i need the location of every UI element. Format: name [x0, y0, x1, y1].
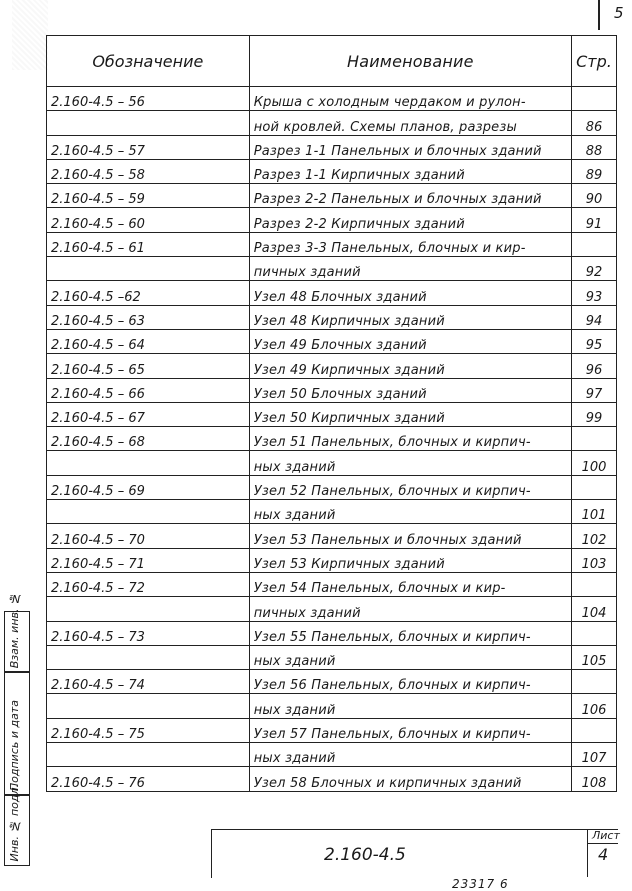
table-row — [47, 718, 617, 742]
header-designation: Обозначение — [47, 36, 250, 87]
footer-number: 23317 6 — [452, 877, 509, 891]
row-page: 105 — [572, 645, 617, 669]
index-table — [46, 35, 617, 792]
page-number: 5 — [614, 4, 624, 22]
row-code: 2.160-4.5 – 56 — [47, 87, 250, 111]
table-row — [47, 548, 617, 572]
table-row — [47, 621, 617, 645]
row-page — [572, 87, 617, 111]
row-code: 2.160-4.5 – 76 — [47, 767, 250, 791]
row-code — [47, 257, 250, 281]
row-code: 2.160-4.5 – 70 — [47, 524, 250, 548]
table-row — [47, 111, 617, 135]
row-page: 91 — [572, 208, 617, 232]
table-row — [47, 281, 617, 305]
row-page: 104 — [572, 597, 617, 621]
row-page — [572, 232, 617, 256]
row-page: 99 — [572, 402, 617, 426]
table-row — [47, 159, 617, 183]
row-code: 2.160-4.5 – 69 — [47, 475, 250, 499]
row-code — [47, 597, 250, 621]
side-label-sign-date: Подпись и дата — [8, 699, 21, 791]
table-row — [47, 305, 617, 329]
row-name: ной кровлей. Схемы планов, разрезы — [249, 111, 571, 135]
table-row — [47, 135, 617, 159]
row-page: 86 — [572, 111, 617, 135]
row-code: 2.160-4.5 – 60 — [47, 208, 250, 232]
table-row — [47, 743, 617, 767]
row-page: 89 — [572, 159, 617, 183]
table-row — [47, 524, 617, 548]
side-box-sign-date — [4, 671, 30, 796]
row-page — [572, 621, 617, 645]
row-code — [47, 694, 250, 718]
table-header-row — [47, 36, 617, 87]
table-row — [47, 427, 617, 451]
side-box-inv-orig — [4, 783, 30, 866]
row-name: Разрез 2-2 Панельных и блочных зданий — [249, 184, 571, 208]
table-row — [47, 232, 617, 256]
row-name: Узел 51 Панельных, блочных и кирпич- — [249, 427, 571, 451]
row-code: 2.160-4.5 – 67 — [47, 402, 250, 426]
corner-line — [598, 0, 600, 30]
row-page — [572, 572, 617, 596]
table-row — [47, 597, 617, 621]
row-name: Разрез 3-3 Панельных, блочных и кир- — [249, 232, 571, 256]
row-code — [47, 743, 250, 767]
row-code: 2.160-4.5 – 61 — [47, 232, 250, 256]
table-row — [47, 208, 617, 232]
side-box-vzam-inv — [4, 591, 30, 673]
table-row — [47, 184, 617, 208]
row-page: 96 — [572, 354, 617, 378]
row-code: 2.160-4.5 – 66 — [47, 378, 250, 402]
row-code: 2.160-4.5 – 58 — [47, 159, 250, 183]
row-name: Разрез 1-1 Панельных и блочных зданий — [249, 135, 571, 159]
row-code — [47, 111, 250, 135]
row-name: ных зданий — [249, 500, 571, 524]
row-page: 95 — [572, 329, 617, 353]
row-code: 2.160-4.5 – 72 — [47, 572, 250, 596]
row-code: 2.160-4.5 – 75 — [47, 718, 250, 742]
row-name: Разрез 2-2 Кирпичных зданий — [249, 208, 571, 232]
table-row — [47, 451, 617, 475]
sheet-divider — [588, 843, 618, 844]
title-block-code: 2.160-4.5 — [324, 845, 406, 865]
row-name: Узел 50 Блочных зданий — [249, 378, 571, 402]
row-page: 94 — [572, 305, 617, 329]
row-page: 93 — [572, 281, 617, 305]
row-code: 2.160-4.5 – 59 — [47, 184, 250, 208]
row-page: 106 — [572, 694, 617, 718]
row-code: 2.160-4.5 – 71 — [47, 548, 250, 572]
sheet-label: Лист — [592, 829, 620, 842]
table-row — [47, 329, 617, 353]
row-name: пичных зданий — [249, 597, 571, 621]
row-name: Узел 56 Панельных, блочных и кирпич- — [249, 670, 571, 694]
table-row — [47, 87, 617, 111]
row-name: Узел 57 Панельных, блочных и кирпич- — [249, 718, 571, 742]
row-code: 2.160-4.5 – 63 — [47, 305, 250, 329]
row-page: 92 — [572, 257, 617, 281]
row-code: 2.160-4.5 – 68 — [47, 427, 250, 451]
table-row — [47, 645, 617, 669]
sheet-number: 4 — [598, 845, 609, 864]
row-page: 90 — [572, 184, 617, 208]
table-row — [47, 694, 617, 718]
header-page: Стр. — [572, 36, 617, 87]
row-code — [47, 645, 250, 669]
row-name: ных зданий — [249, 451, 571, 475]
row-page: 88 — [572, 135, 617, 159]
row-name: Узел 52 Панельных, блочных и кирпич- — [249, 475, 571, 499]
row-page: 97 — [572, 378, 617, 402]
row-name: Крыша с холодным чердаком и рулон- — [249, 87, 571, 111]
row-name: Узел 54 Панельных, блочных и кир- — [249, 572, 571, 596]
row-page — [572, 475, 617, 499]
row-code: 2.160-4.5 – 64 — [47, 329, 250, 353]
row-name: Узел 49 Кирпичных зданий — [249, 354, 571, 378]
table-row — [47, 500, 617, 524]
row-page — [572, 718, 617, 742]
header-name: Наименование — [249, 36, 571, 87]
row-page — [572, 670, 617, 694]
side-label-vzam-inv: Взам. инв. № — [8, 591, 21, 668]
row-name: ных зданий — [249, 743, 571, 767]
row-code — [47, 500, 250, 524]
row-page: 102 — [572, 524, 617, 548]
row-name: Узел 55 Панельных, блочных и кирпич- — [249, 621, 571, 645]
table-row — [47, 257, 617, 281]
row-code: 2.160-4.5 – 74 — [47, 670, 250, 694]
row-code: 2.160-4.5 – 57 — [47, 135, 250, 159]
row-page: 108 — [572, 767, 617, 791]
row-page: 101 — [572, 500, 617, 524]
row-name: пичных зданий — [249, 257, 571, 281]
title-block — [211, 829, 618, 878]
row-name: Узел 53 Кирпичных зданий — [249, 548, 571, 572]
row-page — [572, 427, 617, 451]
table-row — [47, 354, 617, 378]
row-code: 2.160-4.5 – 73 — [47, 621, 250, 645]
row-name: ных зданий — [249, 645, 571, 669]
table-row — [47, 767, 617, 791]
row-name: Узел 53 Панельных и блочных зданий — [249, 524, 571, 548]
table-row — [47, 475, 617, 499]
row-page: 100 — [572, 451, 617, 475]
table-row — [47, 378, 617, 402]
row-name: Узел 48 Кирпичных зданий — [249, 305, 571, 329]
row-name: Узел 58 Блочных и кирпичных зданий — [249, 767, 571, 791]
row-code: 2.160-4.5 – 65 — [47, 354, 250, 378]
row-name: Узел 48 Блочных зданий — [249, 281, 571, 305]
table-row — [47, 572, 617, 596]
row-name: Узел 50 Кирпичных зданий — [249, 402, 571, 426]
side-label-inv-orig: Инв. № подл. — [8, 783, 21, 861]
row-name: Узел 49 Блочных зданий — [249, 329, 571, 353]
row-code: 2.160-4.5 –62 — [47, 281, 250, 305]
table-row — [47, 402, 617, 426]
row-code — [47, 451, 250, 475]
table-row — [47, 670, 617, 694]
row-page: 107 — [572, 743, 617, 767]
row-page: 103 — [572, 548, 617, 572]
row-name: ных зданий — [249, 694, 571, 718]
scan-edge-texture — [12, 0, 48, 70]
row-name: Разрез 1-1 Кирпичных зданий — [249, 159, 571, 183]
sheet-box — [587, 829, 618, 877]
